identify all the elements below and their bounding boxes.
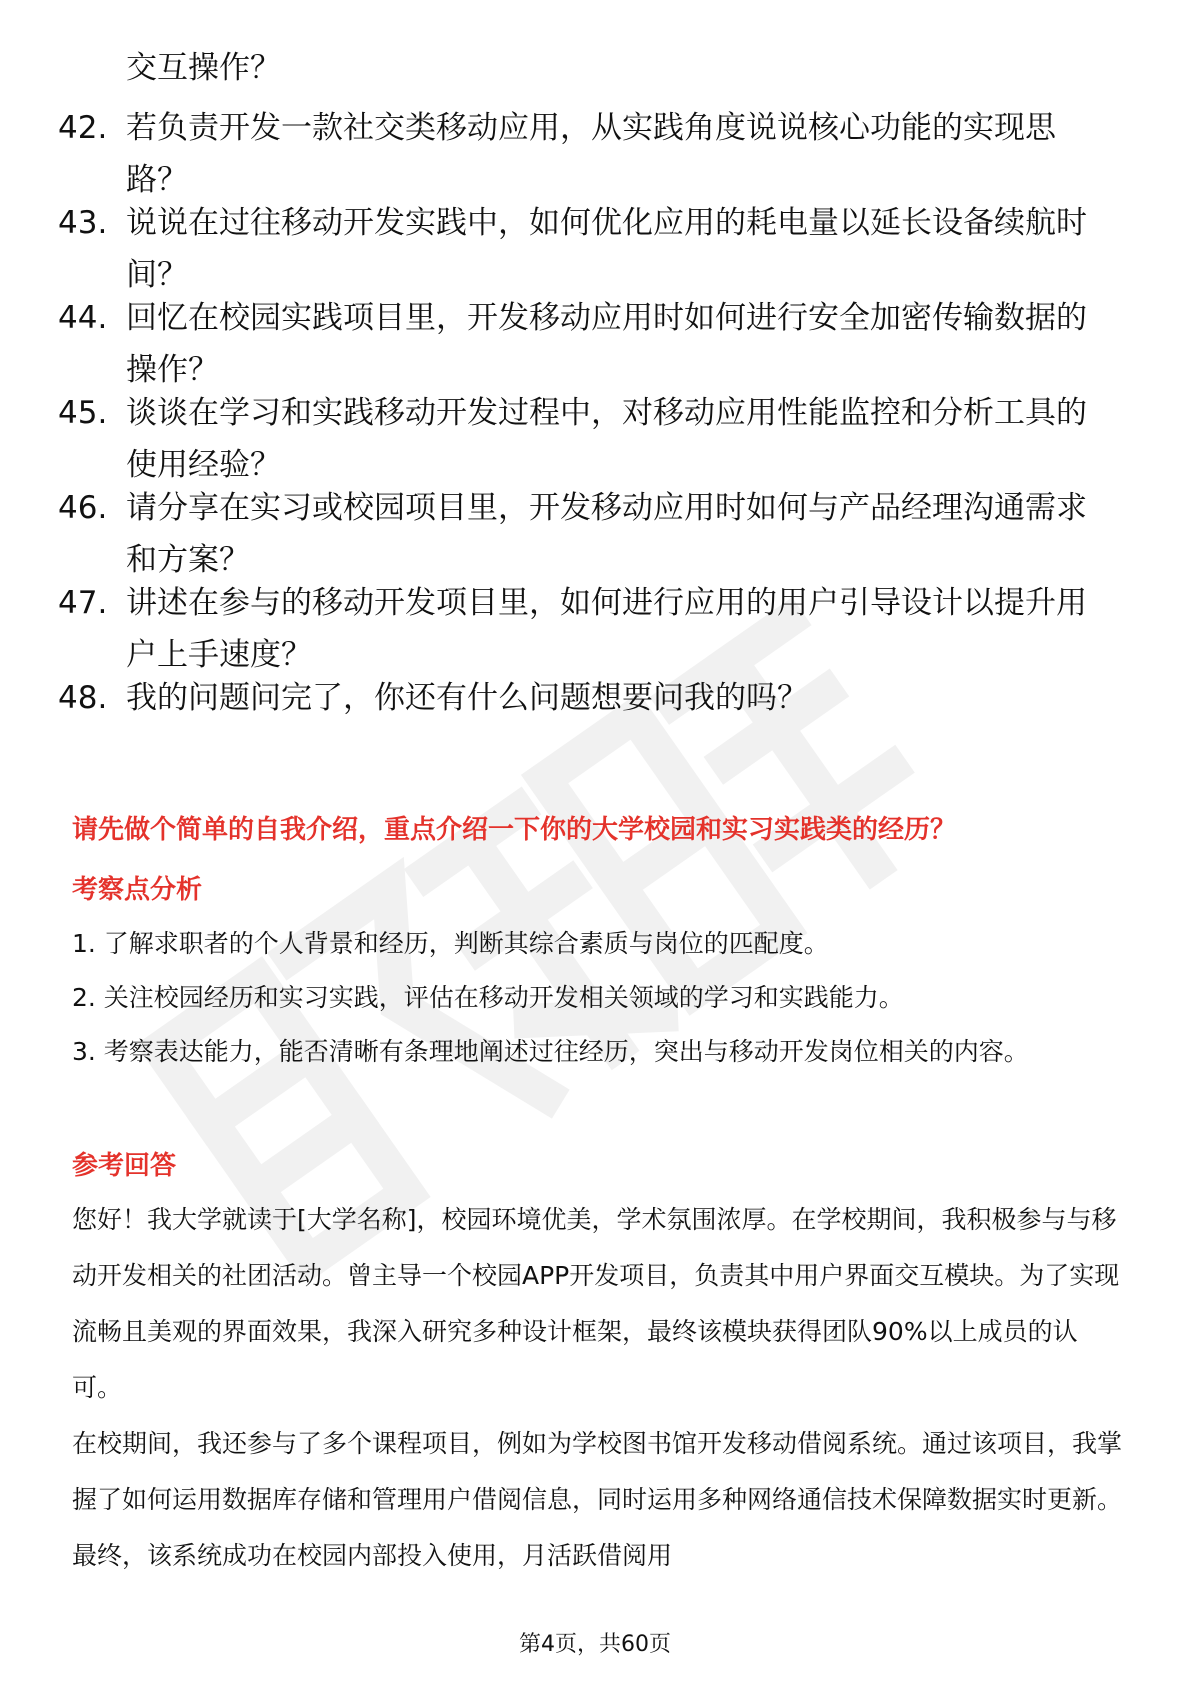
question-number: 44. xyxy=(58,300,108,336)
question-text: 回忆在校园实践项目里，开发移动应用时如何进行安全加密传输数据的操作？ xyxy=(126,300,1087,388)
answer-paragraph: 在校期间，我还参与了多个课程项目，例如为学校图书馆开发移动借阅系统。通过该项目，我掌握了如何运用数据库存储和管理用户借阅信息，同时运用多种网络通信技术保障数据实时更新。最终，该系统成功在校园内部投入使用，月活跃借阅用 xyxy=(72,1429,1123,1570)
question-text: 讲述在参与的移动开发项目里，如何进行应用的用户引导设计以提升用户上手速度？ xyxy=(126,585,1087,673)
question-text: 谈谈在学习和实践移动开发过程中，对移动应用性能监控和分析工具的使用经验？ xyxy=(126,395,1087,483)
answer-paragraph: 您好！我大学就读于[大学名称]，校园环境优美，学术氛围浓厚。在学校期间，我积极参与与移动开发相关的社团活动。曾主导一个校园APP开发项目，负责其中用户界面交互模块。为了实现流畅且美观的界面效果，我深入研究多种设计框架，最终该模块获得团队90%以上成员的认可。 xyxy=(72,1205,1120,1402)
analysis-point: 1. 了解求职者的个人背景和经历，判断其综合素质与岗位的匹配度。 xyxy=(72,929,829,958)
question-text: 若负责开发一款社交类移动应用，从实践角度说说核心功能的实现思路？ xyxy=(126,110,1056,198)
question-text: 请分享在实习或校园项目里，开发移动应用时如何与产品经理沟通需求和方案？ xyxy=(126,490,1087,578)
question-number: 42. xyxy=(58,110,108,146)
question-number: 46. xyxy=(58,490,108,526)
question-number: 47. xyxy=(58,585,108,621)
question-text: 说说在过往移动开发实践中，如何优化应用的耗电量以延长设备续航时间？ xyxy=(126,205,1087,293)
analysis-heading: 考察点分析 xyxy=(72,875,203,905)
question-continuation-text: 交互操作？ xyxy=(126,50,281,86)
main-question-heading: 请先做个简单的自我介绍，重点介绍一下你的大学校园和实习实践类的经历？ xyxy=(72,815,957,845)
question-number: 43. xyxy=(58,205,108,241)
question-text: 我的问题问完了，你还有什么问题想要问我的吗？ xyxy=(126,680,808,716)
answer-heading: 参考回答 xyxy=(72,1151,177,1181)
question-number: 45. xyxy=(58,395,108,431)
analysis-point: 3. 考察表达能力，能否清晰有条理地阐述过往经历，突出与移动开发岗位相关的内容。 xyxy=(72,1037,1029,1066)
page-indicator: 第4页，共60页 xyxy=(519,1632,671,1657)
analysis-point: 2. 关注校园经历和实习实践，评估在移动开发相关领域的学习和实践能力。 xyxy=(72,983,904,1012)
question-number: 48. xyxy=(58,680,108,716)
